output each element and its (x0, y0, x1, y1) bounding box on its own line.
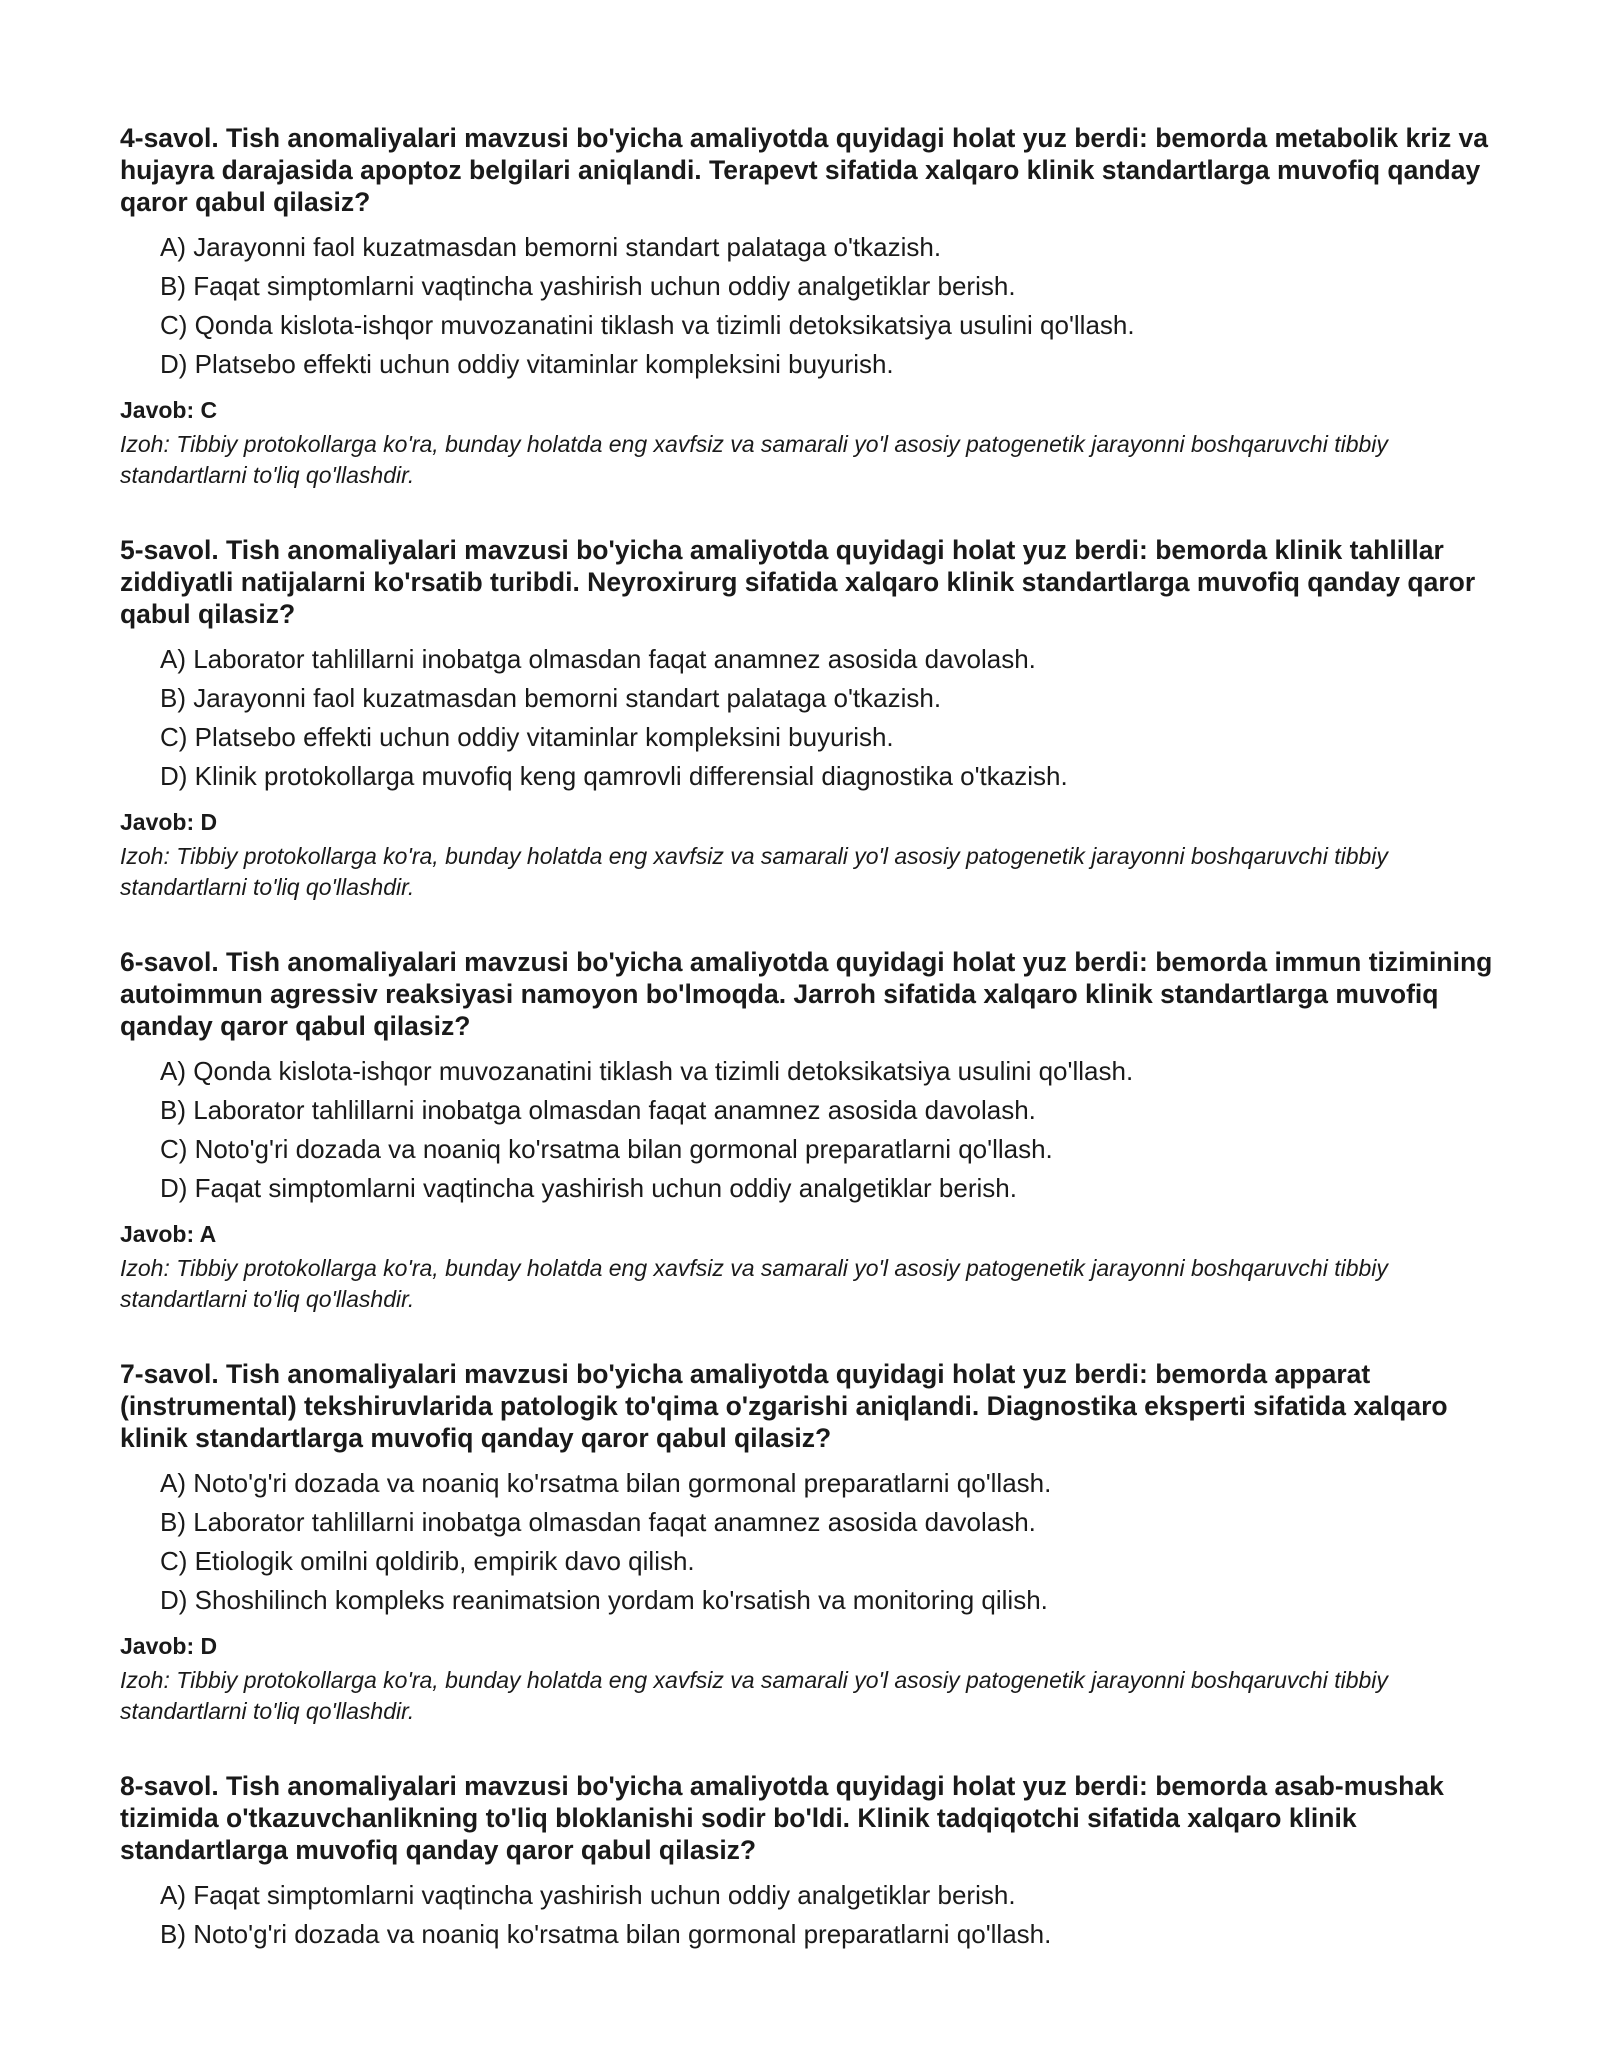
question-7 (120, 1358, 1500, 1727)
option-d: D) Klinik protokollarga muvofiq keng qamrovli differensial diagnostika o'tkazish. (160, 761, 1068, 791)
option-a: A) Laborator tahlillarni inobatga olmasdan faqat anamnez asosida davolash. (160, 644, 1036, 674)
option-c: C) Noto'g'ri dozada va noaniq ko'rsatma bilan gormonal preparatlarni qo'llash. (160, 1134, 1053, 1164)
options-list (120, 1052, 1500, 1208)
explanation-note: Izoh: Tibbiy protokollarga ko'ra, bunday holatda eng xavfsiz va samarali yo'l asosiy patogenetik jarayonni boshqaruvchi tibbiy standartlarni to'liq qo'llashdir. (120, 431, 1388, 488)
question-6 (120, 946, 1500, 1315)
question-5 (120, 534, 1500, 903)
explanation-note: Izoh: Tibbiy protokollarga ko'ra, bunday holatda eng xavfsiz va samarali yo'l asosiy patogenetik jarayonni boshqaruvchi tibbiy standartlarni to'liq qo'llashdir. (120, 1255, 1388, 1312)
option-b: B) Faqat simptomlarni vaqtincha yashirish uchun oddiy analgetiklar berish. (160, 271, 1016, 301)
options-list (120, 640, 1500, 796)
question-title: 4-savol. Tish anomaliyalari mavzusi bo'yicha amaliyotda quyidagi holat yuz berdi: bemorda metabolik kriz va hujayra darajasida apoptoz belgilari aniqlandi. Terapevt sifatida xalqaro klinik standartlarga muvofiq qanday qaror qabul qilasiz? (120, 123, 1489, 217)
answer-label: Javob: D (120, 1633, 218, 1659)
option-a: A) Jarayonni faol kuzatmasdan bemorni standart palataga o'tkazish. (160, 232, 942, 262)
explanation-note: Izoh: Tibbiy protokollarga ko'ra, bunday holatda eng xavfsiz va samarali yo'l asosiy patogenetik jarayonni boshqaruvchi tibbiy standartlarni to'liq qo'llashdir. (120, 1667, 1388, 1724)
option-d: D) Shoshilinch kompleks reanimatsion yordam ko'rsatish va monitoring qilish. (160, 1585, 1048, 1615)
question-title: 8-savol. Tish anomaliyalari mavzusi bo'yicha amaliyotda quyidagi holat yuz berdi: bemorda asab-mushak tizimida o'tkazuvchanlikning to'liq bloklanishi sodir bo'ldi. Klinik tadqiqotchi sifatida xalqaro klinik standartlarga muvofiq qanday qaror qabul qilasiz? (120, 1771, 1444, 1865)
answer-label: Javob: C (120, 397, 218, 423)
option-c: C) Platsebo effekti uchun oddiy vitaminlar kompleksini buyurish. (160, 722, 894, 752)
option-a: A) Noto'g'ri dozada va noaniq ko'rsatma bilan gormonal preparatlarni qo'llash. (160, 1468, 1052, 1498)
answer-label: Javob: A (120, 1221, 217, 1247)
option-c: C) Etiologik omilni qoldirib, empirik davo qilish. (160, 1546, 695, 1576)
option-b: B) Noto'g'ri dozada va noaniq ko'rsatma bilan gormonal preparatlarni qo'llash. (160, 1919, 1052, 1949)
options-list (120, 228, 1500, 384)
question-4 (120, 122, 1500, 491)
options-list (120, 1464, 1500, 1620)
document-page (120, 122, 1500, 1997)
option-a: A) Faqat simptomlarni vaqtincha yashirish uchun oddiy analgetiklar berish. (160, 1880, 1016, 1910)
question-title: 7-savol. Tish anomaliyalari mavzusi bo'yicha amaliyotda quyidagi holat yuz berdi: bemorda apparat (instrumental) tekshiruvlarida patologik to'qima o'zgarishi aniqlandi. Diagnostika eksperti sifatida xalqaro klinik standartlarga muvofiq qanday qaror qabul qilasiz? (120, 1359, 1448, 1453)
question-title: 5-savol. Tish anomaliyalari mavzusi bo'yicha amaliyotda quyidagi holat yuz berdi: bemorda klinik tahlillar ziddiyatli natijalarni ko'rsatib turibdi. Neyroxirurg sifatida xalqaro klinik standartlarga muvofiq qanday qaror qabul qilasiz? (120, 535, 1476, 629)
option-a: A) Qonda kislota-ishqor muvozanatini tiklash va tizimli detoksikatsiya usulini qo'llash. (160, 1056, 1134, 1086)
option-b: B) Jarayonni faol kuzatmasdan bemorni standart palataga o'tkazish. (160, 683, 942, 713)
options-list (120, 1876, 1500, 1954)
option-b: B) Laborator tahlillarni inobatga olmasdan faqat anamnez asosida davolash. (160, 1507, 1036, 1537)
option-c: C) Qonda kislota-ishqor muvozanatini tiklash va tizimli detoksikatsiya usulini qo'llash. (160, 310, 1135, 340)
option-d: D) Platsebo effekti uchun oddiy vitaminlar kompleksini buyurish. (160, 349, 894, 379)
option-d: D) Faqat simptomlarni vaqtincha yashirish uchun oddiy analgetiklar berish. (160, 1173, 1017, 1203)
answer-label: Javob: D (120, 809, 218, 835)
question-8 (120, 1770, 1500, 1954)
question-title: 6-savol. Tish anomaliyalari mavzusi bo'yicha amaliyotda quyidagi holat yuz berdi: bemorda immun tizimining autoimmun agressiv reaksiyasi namoyon bo'lmoqda. Jarroh sifatida xalqaro klinik standartlarga muvofiq qanday qaror qabul qilasiz? (120, 947, 1493, 1041)
option-b: B) Laborator tahlillarni inobatga olmasdan faqat anamnez asosida davolash. (160, 1095, 1036, 1125)
explanation-note: Izoh: Tibbiy protokollarga ko'ra, bunday holatda eng xavfsiz va samarali yo'l asosiy patogenetik jarayonni boshqaruvchi tibbiy standartlarni to'liq qo'llashdir. (120, 843, 1388, 900)
